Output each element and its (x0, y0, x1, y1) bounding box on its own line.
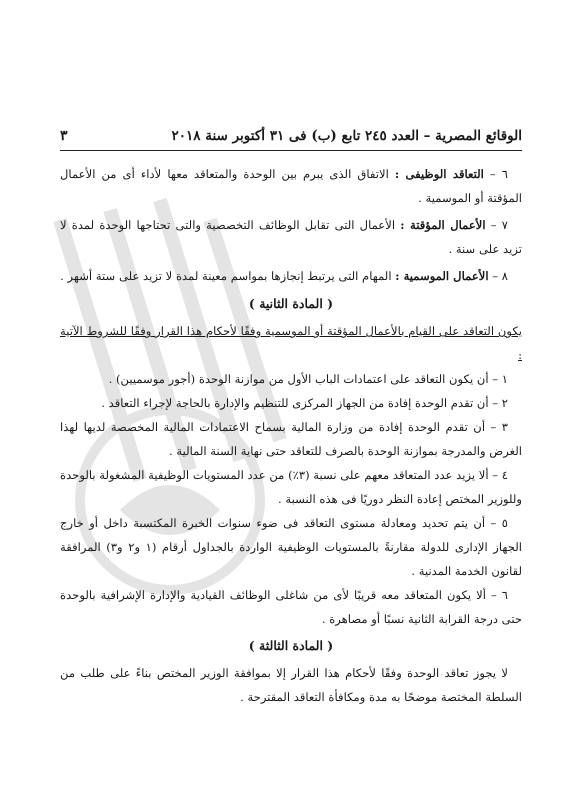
article-2-intro: يكون التعاقد على القيام بالأعمال المؤقتة أو الموسمية وفقًا لأحكام هذا القرار وفقًا للشروط الآتية : (60, 324, 522, 362)
condition-item: ٣ – أن تقدم الوحدة إفادة من وزارة المالية بسماح الاعتمادات المالية المخصصة لديها لهذا الغرض والمدرجة بموازنة الوحدة بالصرف للتعاقد حتى نهاية السنة المالية . (60, 420, 522, 458)
definition-term: الأعمال الموسمية : (395, 269, 489, 283)
condition-item: ٦ – ألا يكون المتعاقد معه قريبًا لأى من شاغلى الوظائف القيادية والإدارة الإشرافية بالوحدة حتى درجة القرابة الثانية نسبًا أو مصاهرة . (60, 588, 522, 626)
page-header (60, 128, 522, 144)
header-rule (60, 150, 522, 151)
header-title: الوقائع المصرية – العدد ٢٤٥ تابع (ب) فى ٣١ أكتوبر سنة ٢٠١٨ (171, 128, 522, 144)
definition-item: ٦ – التعاقد الوظيفى : الاتفاق الذى يبرم بين الوحدة والمتعاقد معها لأداء أى من الأعمال المؤقتة أو الموسمية . (60, 167, 522, 205)
article-3-heading: ( المادة الثالثة ) (248, 638, 334, 653)
condition-item: ١ – أن يكون التعاقد على اعتمادات الباب الأول من موازنة الوحدة (أجور موسميين) . (108, 372, 508, 386)
condition-item: ٥ – أن يتم تحديد ومعادلة مستوى التعاقد فى ضوء سنوات الخبرة المكتسبة داخل أو خارج الجهاز الإدارى للدولة مقارنةً بالمستويات الوظيفية الواردة بالجداول أرقام (١ و٢ و٣) المرافقة لقانون الخدمة المدنية . (60, 516, 523, 578)
condition-item: ٤ – ألا يزيد عدد المتعاقد معهم على نسبة (٣٪) من عدد المستويات الوظيفية المشغولة بالوحدة وللوزير المختص إعادة النظر دوريًا فى هذه النسبة . (60, 468, 522, 506)
definition-item: ٨ – الأعمال الموسمية : المهام التى يرتبط إنجازها بمواسم معينة لمدة لا تزيد على ستة أشهر . (60, 269, 508, 283)
condition-item: ٢ – أن تقدم الوحدة إفادة من الجهاز المركزى للتنظيم والإدارة بالحاجة لإجراء التعاقد . (101, 396, 508, 410)
definition-item: ٧ – الأعمال المؤقتة : الأعمال التى تقابل الوظائف التخصصية والتى تحتاجها الوحدة لمدة لا تزيد على سنة . (60, 218, 522, 256)
definition-term: التعاقد الوظيفى : (394, 167, 484, 181)
gazette-page (60, 0, 522, 800)
page-number: ٣ (60, 128, 68, 144)
document-body (60, 162, 522, 709)
article-3-text: لا يجوز تعاقد الوحدة وفقًا لأحكام هذا القرار إلا بموافقة الوزير المختص بناءً على طلب من السلطة المختصة موضحًا به مدة ومكافأة التعاقد المقترحة . (60, 666, 522, 704)
definition-term: الأعمال المؤقتة : (400, 218, 486, 232)
article-2-heading: ( المادة الثانية ) (248, 296, 334, 311)
